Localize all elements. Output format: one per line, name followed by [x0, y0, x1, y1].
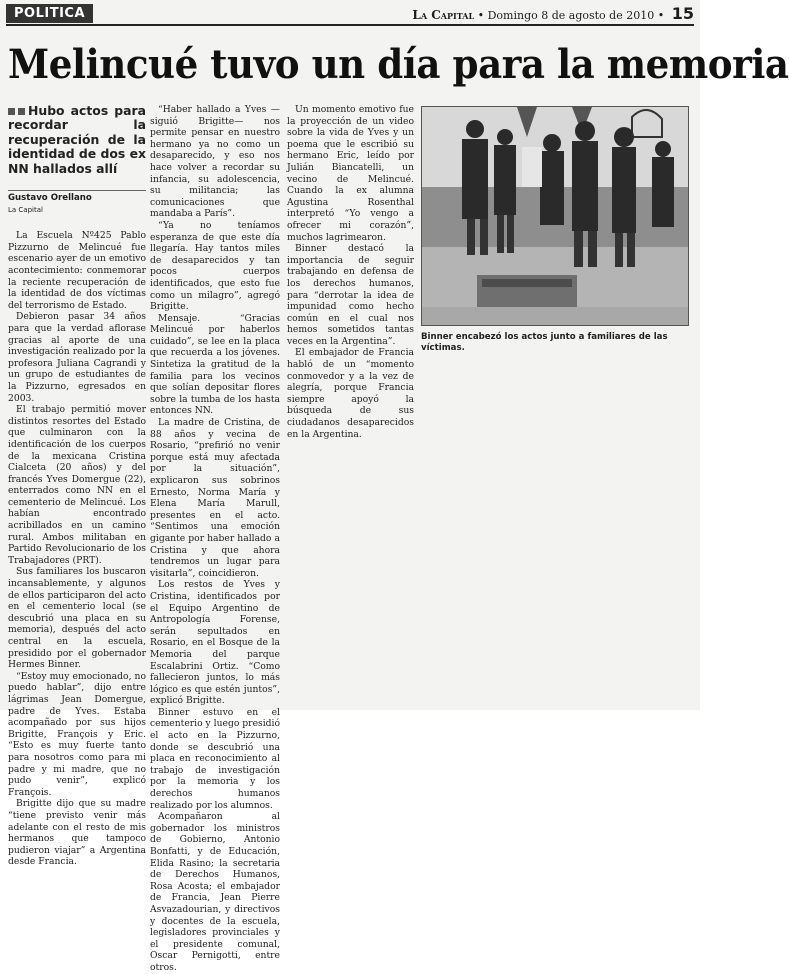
- paragraph: Mensaje. “Gracias Melincué por haberlos cuidado”, se lee en la placa que recuerda a los jóvenes. Sintetiza la gratitud de la familia para los vecinos que solían depositar flores sobre la tumba de los hasta entonces NN.: [150, 312, 280, 417]
- paragraph: “Estoy muy emocionado, no puedo hablar”, dijo entre lágrimas Jean Domergue, padre de Yves. Estaba acompañado por sus hijos Brigitte, François y Eric. “Esto es muy fuerte tanto para nosotros como para mi padre y mi madre, que no pudo venir”, explicó François.: [8, 670, 146, 798]
- paragraph: “Haber hallado a Yves —siguió Brigitte— nos permite pensar en nuestro hermano ya no como un desaparecido, y eso nos hace volver a recordar su infancia, su adolescencia, su militancia; las comunicaciones que mandaba a París”.: [150, 104, 280, 220]
- square-bullet-icon: [8, 108, 15, 115]
- page-header: [6, 4, 694, 26]
- column-2: [150, 104, 280, 974]
- page-number: 15: [671, 4, 694, 23]
- paragraph: Brigitte dijo que su madre “tiene previsto venir más adelante con el resto de mis hermanos que tampoco pudieron viajar” a Argentina desde Francia.: [8, 798, 146, 868]
- column-3: [287, 104, 414, 440]
- kicker-text: Hubo actos para recordar la recuperación de la identidad de dos ex NN hallados allí: [8, 103, 146, 176]
- issue-date: Domingo 8 de agosto de 2010: [487, 9, 655, 22]
- headline: Melincué tuvo un día para la memoria: [8, 41, 789, 88]
- byline: Gustavo Orellano: [8, 190, 146, 205]
- paragraph: La Escuela Nº425 Pablo Pizzurno de Melincué fue escenario ayer de un emotivo acontecimiento: conmemorar la reciente recuperación de la identidad de dos víctimas del terrorismo de Estado.: [8, 230, 146, 311]
- paragraph: Sus familiares los buscaron incansablemente, y algunos de ellos participaron del acto en el cementerio local (se descubrió una placa en su memoria), después del acto central en la escuela, presidido por el gobernador Hermes Binner.: [8, 566, 146, 671]
- paragraph: Un momento emotivo fue la proyección de un video sobre la vida de Yves y un poema que le escribió su hermano Eric, leído por Julián Biancatelli, un vecino de Melincué. Cuando la ex alumna Agustina Rosenthal interpretó “Yo vengo a ofrecer mi corazón”, muchos lagrimearon.: [287, 104, 414, 243]
- photo-caption: Binner encabezó los actos junto a familiares de las víctimas.: [421, 332, 668, 353]
- section-label: POLITICA: [6, 4, 93, 23]
- photo-illustration: [422, 107, 688, 325]
- column-1: [8, 104, 146, 868]
- news-photo: [421, 106, 689, 326]
- paragraph: Los restos de Yves y Cristina, identificados por el Equipo Argentino de Antropología Forense, serán sepultados en Rosario, en el Bosque de la Memoria del parque Escalabrini Ortiz. “Como fallecieron juntos, lo más lógico es que estén juntos”, explicó Brigitte.: [150, 579, 280, 707]
- paragraph: La madre de Cristina, de 88 años y vecina de Rosario, “prefirió no venir porque está muy afectada por la situación”, explicaron sus sobrinos Ernesto, Norma María y Elena María Marull, presentes en el acto. “Sentimos una emoción gigante por haber hallado a Cristina y que ahora tendremos un lugar para visitarla”, coincidieron.: [150, 417, 280, 579]
- paragraph: Acompañaron al gobernador los ministros de Gobierno, Antonio Bonfatti, y de Educación, Elida Rasino; la secretaria de Derechos Humanos, Rosa Acosta; el embajador de Francia, Jean Pierre Asvazadourian, y directivos y docentes de la escuela, legisladores provinciales y el presidente comunal, Oscar Pernigotti, entre otros.: [150, 811, 280, 973]
- paper-info: La Capital • Domingo 8 de agosto de 2010 • 15: [412, 4, 694, 23]
- paragraph: “Ya no teníamos esperanza de que este día llegaría. Hay tantos miles de desaparecidos y tan pocos cuerpos identificados, que esto fue como un milagro”, agregó Brigitte.: [150, 219, 280, 313]
- paragraph: El embajador de Francia habló de un “momento conmovedor y a la vez de alegría, porque Francia siempre apoyó la búsqueda de sus ciudadanos desaparecidos en la Argentina.: [287, 347, 414, 440]
- paragraph: El trabajo permitió mover distintos resortes del Estado que culminaron con la identificación de los cuerpos de la mexicana Cristina Cialceta (20 años) y del francés Yves Domergue (22), enterrados como NN en el cementerio de Melincué. Los habían encontrado acribillados en un camino rural. Ambos militaban en Partido Revolucionario de los Trabajadores (PRT).: [8, 404, 146, 566]
- square-bullet-icon: [18, 108, 25, 115]
- paragraph: Binner estuvo en el cementerio y luego presidió el acto en la Pizzurno, donde se descubrió una placa en reconocimiento al trabajo de investigación por la memoria y los derechos humanos realizado por los alumnos.: [150, 706, 281, 811]
- byline-source: La Capital: [8, 205, 43, 214]
- paragraph: Binner destacó la importancia de seguir trabajando en defensa de los derechos humanos, para “derrotar la idea de impunidad como hecho común en el cual nos hemos sometidos tantas veces en la Argentina”.: [287, 243, 414, 347]
- kicker: [8, 104, 146, 176]
- paragraph: Debieron pasar 34 años para que la verdad aflorase gracias al aporte de una investigación realizado por la profesora Juliana Cagrandi y un grupo de estudiantes de la Pizzurno, egresados en 2003.: [8, 311, 146, 404]
- newspaper-name: La Capital: [412, 8, 475, 22]
